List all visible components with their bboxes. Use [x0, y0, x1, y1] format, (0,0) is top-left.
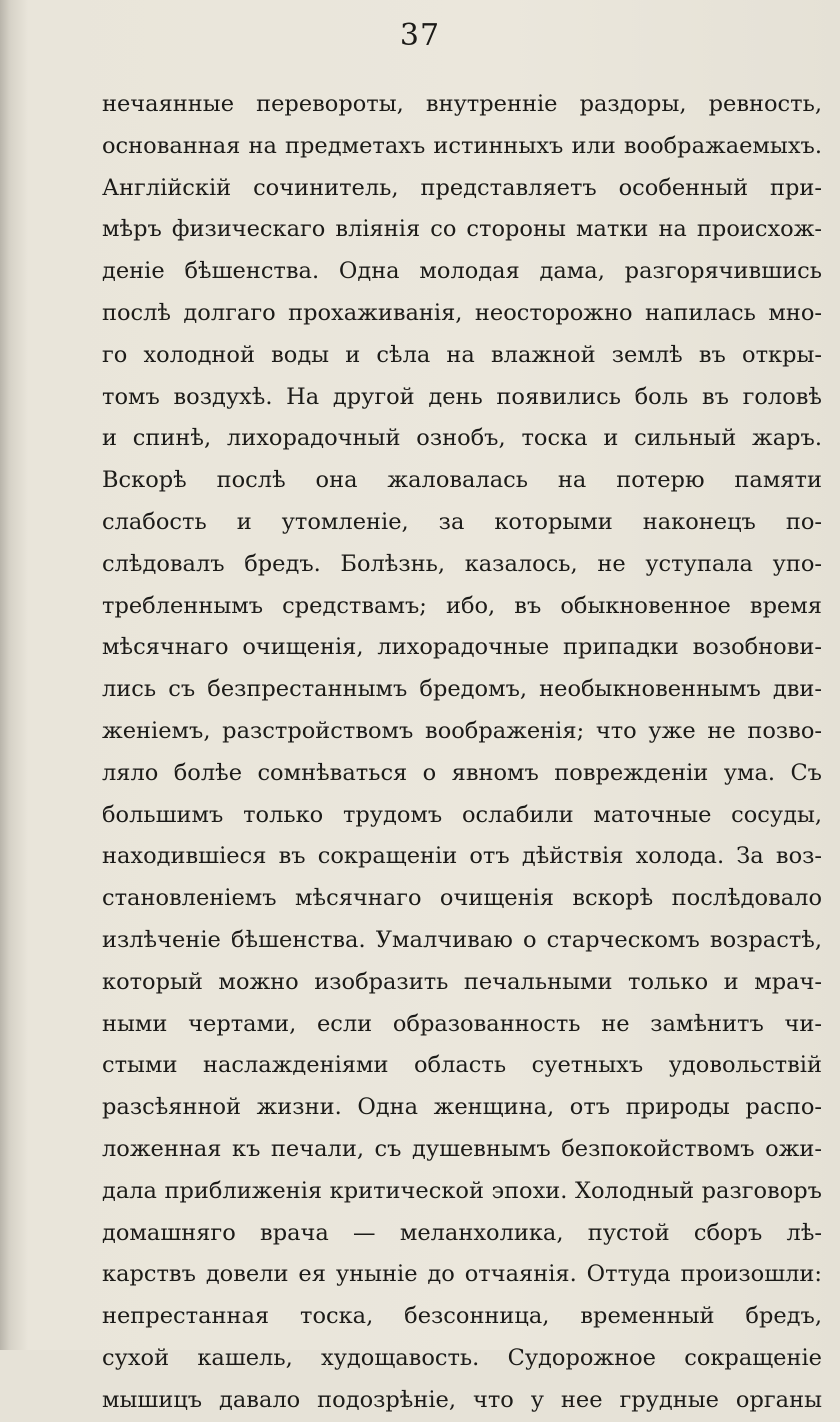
text-line: женіемъ, разстройствомъ воображенія; что уже не позво- — [102, 717, 822, 744]
text-line: становленіемъ мѣсячнаго очищенія вскорѣ послѣдовало — [102, 885, 822, 912]
text-line: Англійскій сочинитель, представляетъ особенный при- — [102, 174, 822, 201]
text-line: ляло болѣе сомнѣваться о явномъ поврежденіи ума. Съ — [102, 759, 822, 786]
text-line: нечаянные перевороты, внутренніе раздоры, ревность, — [102, 91, 822, 117]
text-line: мѣръ физическаго вліянія со стороны матки на происхож- — [102, 216, 822, 243]
text-line: разсѣянной жизни. Одна женщина, отъ природы распо- — [102, 1094, 822, 1121]
text-line: и спинѣ, лихорадочный ознобъ, тоска и сильный жаръ. — [102, 425, 822, 452]
text-line: Вскорѣ послѣ она жаловалась на потерю памяти — [102, 467, 822, 494]
text-line: непрестанная тоска, безсонница, временный бредъ, — [102, 1303, 822, 1330]
text-line: большимъ только трудомъ ослабили маточные сосуды, — [102, 801, 822, 828]
text-line: лись съ безпрестаннымъ бредомъ, необыкновеннымъ дви- — [102, 676, 822, 703]
text-line: деніе бѣшенства. Одна молодая дама, разгорячившись — [102, 258, 822, 285]
text-line: карствъ довели ея уныніе до отчаянія. Оттуда произошли: — [102, 1261, 822, 1288]
text-line: стыми наслажденіями область суетныхъ удовольствій — [102, 1052, 822, 1079]
text-line: томъ воздухѣ. На другой день появились боль въ головѣ — [102, 383, 822, 410]
text-line: го холодной воды и сѣла на влажной землѣ въ откры- — [102, 341, 822, 368]
text-line: требленнымъ средствамъ; ибо, въ обыкновенное время — [102, 592, 822, 619]
text-line: слѣдовалъ бредъ. Болѣзнь, казалось, не уступала упо- — [102, 550, 822, 577]
text-line: сухой кашель, худощавость. Судорожное сокращеніе — [102, 1344, 822, 1371]
text-line: ложенная къ печали, съ душевнымъ безпокойствомъ ожи- — [102, 1135, 822, 1162]
text-line: который можно изобразить печальными только и мрач- — [102, 968, 822, 995]
text-line: мѣсячнаго очищенія, лихорадочные припадки возобнови- — [102, 634, 822, 661]
text-line: излѣченіе бѣшенства. Умалчиваю о старческомъ возрастѣ, — [102, 926, 822, 953]
text-line: домашняго врача — меланхолика, пустой сборъ лѣ- — [102, 1219, 822, 1246]
text-line: ными чертами, если образованность не замѣнитъ чи- — [102, 1010, 822, 1037]
text-line: послѣ долгаго прохаживанія, неосторожно напилась мно- — [102, 299, 822, 326]
text-line: мышицъ давало подозрѣніе, что у нее грудные органы — [102, 1386, 822, 1413]
text-line: слабость и утомленіе, за которыми наконецъ по- — [102, 508, 822, 535]
text-line: дала приближенія критической эпохи. Холодный разговоръ — [102, 1177, 822, 1204]
text-line: находившіеся въ сокращеніи отъ дѣйствія холода. За воз- — [102, 843, 822, 870]
text-line: основанная на предметахъ истинныхъ или воображаемыхъ. — [102, 132, 822, 159]
page-number: 37 — [399, 18, 441, 53]
page-text — [102, 84, 822, 1422]
